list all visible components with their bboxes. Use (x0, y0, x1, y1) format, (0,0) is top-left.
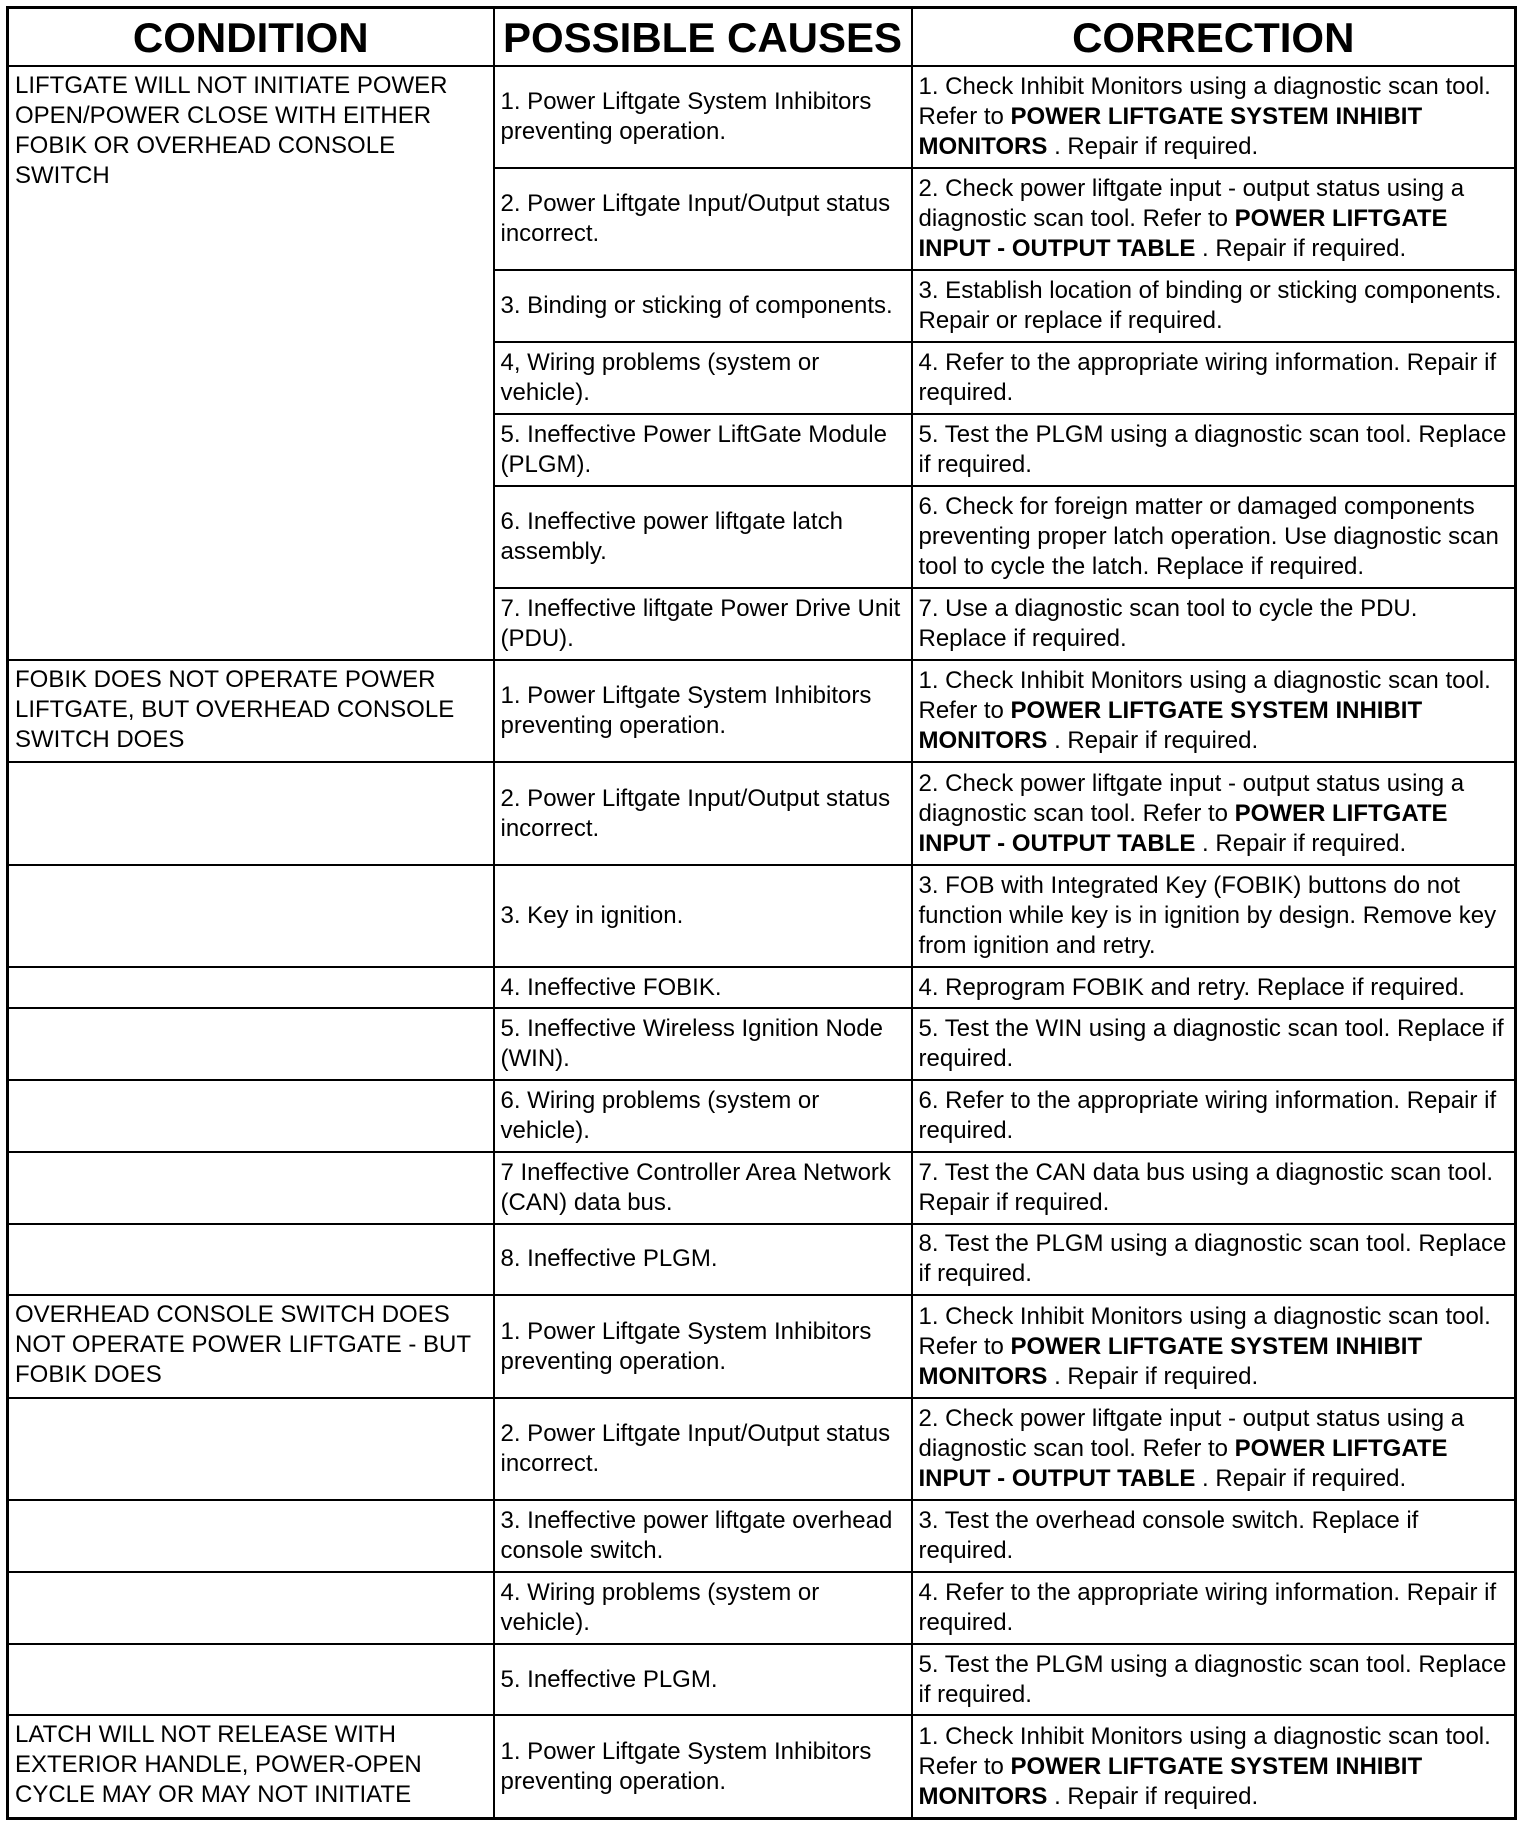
condition-cell (8, 1152, 494, 1224)
correction-text: 2. Check power liftgate input - output status using a diagnostic scan tool. Refer to (918, 1404, 1465, 1462)
possible-cause-cell: 4. Ineffective FOBIK. (494, 967, 912, 1008)
correction-reference: POWER LIFTGATE INPUT - OUTPUT TABLE (918, 205, 1448, 263)
condition-cell (8, 967, 494, 1008)
correction-cell (912, 414, 1516, 486)
correction-text: . Repair if required. (1047, 1782, 1259, 1810)
possible-cause-cell: 7. Ineffective liftgate Power Drive Unit (PDU). (494, 588, 912, 660)
table-row (8, 1644, 1516, 1716)
correction-reference: POWER LIFTGATE SYSTEM INHIBIT MONITORS (918, 1332, 1423, 1390)
correction-text: 1. Check Inhibit Monitors using a diagnostic scan tool. Refer to (918, 1722, 1491, 1780)
table-row (8, 1715, 1516, 1818)
correction-cell (912, 865, 1516, 967)
correction-text: 4. Refer to the appropriate wiring information. Repair if required. (918, 349, 1497, 407)
possible-cause-cell: 8. Ineffective PLGM. (494, 1224, 912, 1296)
correction-cell (912, 486, 1516, 588)
table-row (8, 1500, 1516, 1572)
table-row (8, 1008, 1516, 1080)
correction-cell (912, 1715, 1516, 1818)
condition-cell (8, 865, 494, 967)
table-body (8, 66, 1516, 1819)
condition-cell: LATCH WILL NOT RELEASE WITH EXTERIOR HANDLE, POWER-OPEN CYCLE MAY OR MAY NOT INITIATE (8, 1715, 494, 1818)
possible-cause-cell: 3. Ineffective power liftgate overhead console switch. (494, 1500, 912, 1572)
possible-cause-cell: 4, Wiring problems (system or vehicle). (494, 342, 912, 414)
table-row (8, 1224, 1516, 1296)
correction-text: 6. Refer to the appropriate wiring information. Repair if required. (918, 1086, 1497, 1144)
correction-reference: POWER LIFTGATE SYSTEM INHIBIT MONITORS (918, 697, 1423, 755)
correction-text: . Repair if required. (1195, 829, 1407, 857)
correction-cell (912, 168, 1516, 270)
header-condition: CONDITION (8, 8, 494, 66)
table-row (8, 66, 1516, 168)
possible-cause-cell: 6. Ineffective power liftgate latch assembly. (494, 486, 912, 588)
header-correction: CORRECTION (912, 8, 1516, 66)
possible-cause-cell: 5. Ineffective Power LiftGate Module (PLGM). (494, 414, 912, 486)
possible-cause-cell: 2. Power Liftgate Input/Output status incorrect. (494, 762, 912, 864)
correction-cell (912, 1224, 1516, 1296)
table-row (8, 1295, 1516, 1397)
correction-text: 5. Test the PLGM using a diagnostic scan tool. Replace if required. (918, 420, 1507, 478)
condition-cell: FOBIK DOES NOT OPERATE POWER LIFTGATE, BUT OVERHEAD CONSOLE SWITCH DOES (8, 660, 494, 762)
correction-text: 2. Check power liftgate input - output status using a diagnostic scan tool. Refer to (918, 175, 1465, 233)
correction-text: 3. Establish location of binding or sticking components. Repair or replace if required. (918, 277, 1502, 335)
correction-cell (912, 270, 1516, 342)
condition-cell (8, 1008, 494, 1080)
condition-cell: OVERHEAD CONSOLE SWITCH DOES NOT OPERATE POWER LIFTGATE - BUT FOBIK DOES (8, 1295, 494, 1397)
possible-cause-cell: 6. Wiring problems (system or vehicle). (494, 1080, 912, 1152)
correction-cell (912, 66, 1516, 168)
correction-reference: POWER LIFTGATE INPUT - OUTPUT TABLE (918, 1434, 1448, 1492)
condition-cell: LIFTGATE WILL NOT INITIATE POWER OPEN/POWER CLOSE WITH EITHER FOBIK OR OVERHEAD CONSOLE SWITCH (8, 66, 494, 660)
possible-cause-cell: 1. Power Liftgate System Inhibitors preventing operation. (494, 66, 912, 168)
possible-cause-cell: 3. Key in ignition. (494, 865, 912, 967)
correction-text: 1. Check Inhibit Monitors using a diagnostic scan tool. Refer to (918, 72, 1491, 130)
correction-cell (912, 1644, 1516, 1716)
possible-cause-cell: 1. Power Liftgate System Inhibitors preventing operation. (494, 1715, 912, 1818)
correction-cell (912, 1572, 1516, 1644)
condition-cell (8, 762, 494, 864)
correction-text: 5. Test the WIN using a diagnostic scan tool. Replace if required. (918, 1015, 1504, 1073)
possible-cause-cell: 1. Power Liftgate System Inhibitors preventing operation. (494, 660, 912, 762)
condition-cell (8, 1398, 494, 1500)
possible-cause-cell: 1. Power Liftgate System Inhibitors preventing operation. (494, 1295, 912, 1397)
table-row (8, 660, 1516, 762)
table-row (8, 1080, 1516, 1152)
condition-cell (8, 1572, 494, 1644)
table-header-row (8, 8, 1516, 66)
table-row (8, 1572, 1516, 1644)
header-possible-causes: POSSIBLE CAUSES (494, 8, 912, 66)
table-row (8, 865, 1516, 967)
correction-reference: POWER LIFTGATE SYSTEM INHIBIT MONITORS (918, 1752, 1423, 1810)
correction-text: . Repair if required. (1195, 1464, 1407, 1492)
condition-cell (8, 1644, 494, 1716)
possible-cause-cell: 3. Binding or sticking of components. (494, 270, 912, 342)
correction-text: 1. Check Inhibit Monitors using a diagnostic scan tool. Refer to (918, 1302, 1491, 1360)
correction-text: 8. Test the PLGM using a diagnostic scan tool. Replace if required. (918, 1230, 1507, 1288)
correction-text: 6. Check for foreign matter or damaged components preventing proper latch operation. Use diagnostic scan tool to cycle the latch. Replace if required. (918, 492, 1499, 580)
correction-cell (912, 342, 1516, 414)
correction-text: 5. Test the PLGM using a diagnostic scan tool. Replace if required. (918, 1650, 1507, 1708)
correction-cell (912, 1080, 1516, 1152)
correction-reference: POWER LIFTGATE INPUT - OUTPUT TABLE (918, 799, 1448, 857)
correction-text: . Repair if required. (1047, 1362, 1259, 1390)
correction-cell (912, 1398, 1516, 1500)
correction-cell (912, 1500, 1516, 1572)
correction-text: 1. Check Inhibit Monitors using a diagnostic scan tool. Refer to (918, 667, 1491, 725)
condition-cell (8, 1224, 494, 1296)
correction-reference: POWER LIFTGATE SYSTEM INHIBIT MONITORS (918, 102, 1423, 160)
possible-cause-cell: 4. Wiring problems (system or vehicle). (494, 1572, 912, 1644)
diagnosis-table (6, 6, 1517, 1820)
correction-text: 7. Use a diagnostic scan tool to cycle the PDU. Replace if required. (918, 595, 1418, 653)
condition-cell (8, 1080, 494, 1152)
correction-cell (912, 1008, 1516, 1080)
correction-cell (912, 1152, 1516, 1224)
possible-cause-cell: 5. Ineffective Wireless Ignition Node (WIN). (494, 1008, 912, 1080)
correction-text: 3. FOB with Integrated Key (FOBIK) buttons do not function while key is in ignition by design. Remove key from ignition and retry. (918, 872, 1497, 960)
correction-text: 7. Test the CAN data bus using a diagnostic scan tool. Repair if required. (918, 1158, 1494, 1216)
correction-cell (912, 967, 1516, 1008)
possible-cause-cell: 7 Ineffective Controller Area Network (CAN) data bus. (494, 1152, 912, 1224)
correction-cell (912, 660, 1516, 762)
correction-text: 3. Test the overhead console switch. Replace if required. (918, 1507, 1419, 1565)
correction-cell (912, 762, 1516, 864)
correction-text: . Repair if required. (1195, 235, 1407, 263)
possible-cause-cell: 2. Power Liftgate Input/Output status incorrect. (494, 1398, 912, 1500)
correction-text: . Repair if required. (1047, 132, 1259, 160)
correction-text: 2. Check power liftgate input - output status using a diagnostic scan tool. Refer to (918, 769, 1465, 827)
possible-cause-cell: 5. Ineffective PLGM. (494, 1644, 912, 1716)
possible-cause-cell: 2. Power Liftgate Input/Output status incorrect. (494, 168, 912, 270)
table-row (8, 1152, 1516, 1224)
correction-text: 4. Reprogram FOBIK and retry. Replace if required. (918, 973, 1465, 1001)
table-row (8, 762, 1516, 864)
correction-cell (912, 1295, 1516, 1397)
condition-cell (8, 1500, 494, 1572)
correction-cell (912, 588, 1516, 660)
correction-text: . Repair if required. (1047, 727, 1259, 755)
table-row (8, 1398, 1516, 1500)
correction-text: 4. Refer to the appropriate wiring information. Repair if required. (918, 1578, 1497, 1636)
table-row (8, 967, 1516, 1008)
